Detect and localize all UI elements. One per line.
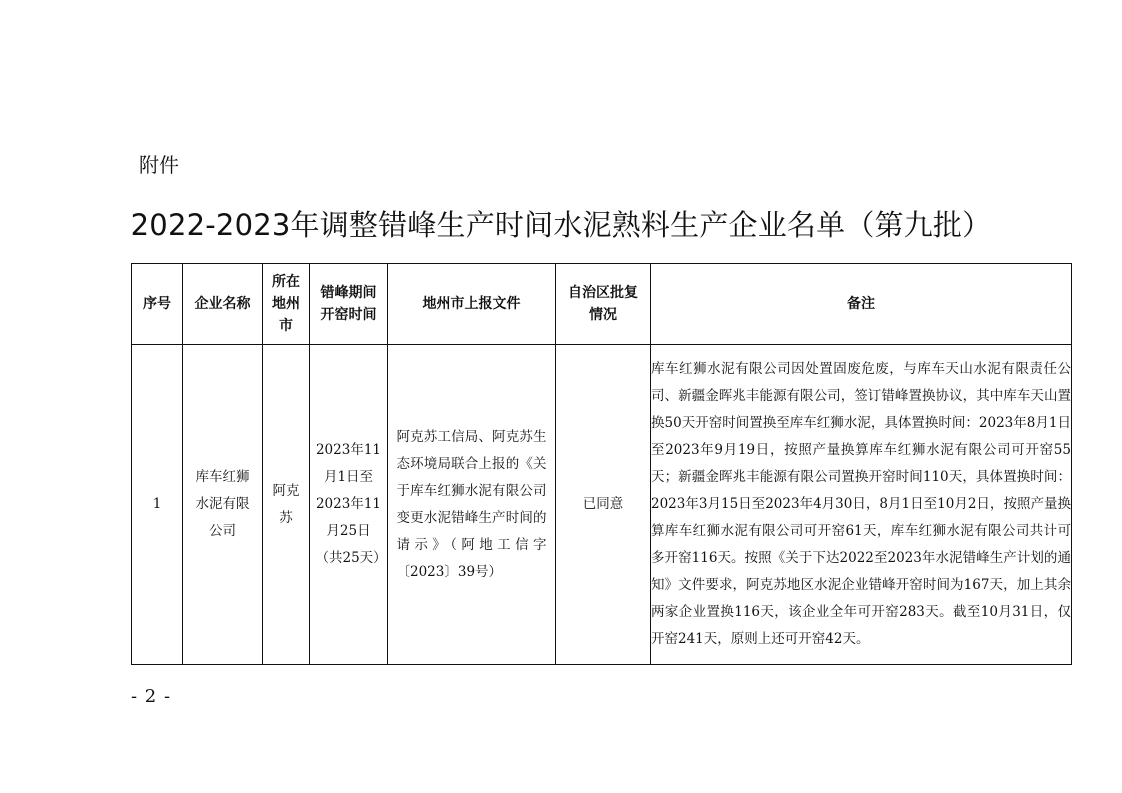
header-report [388,264,556,345]
header-index [132,264,183,345]
cell-index [132,345,183,665]
cell-period [310,345,388,665]
approval-status: 已同意 [582,496,624,512]
cell-company [183,345,263,665]
cell-remarks [651,345,1072,665]
header-remarks [651,264,1072,345]
enterprise-table [131,263,1072,665]
report-document: 阿克苏工信局、阿克苏生态环境局联合上报的《关于库车红狮水泥有限公司变更水泥错峰生产时间的请示》（阿地工信字〔2023〕39号） [396,428,547,580]
cell-prefecture [263,345,310,665]
header-remarks-label: 备注 [847,296,875,312]
header-period [310,264,388,345]
cell-report [388,345,556,665]
header-prefecture-label: 所在地州市 [272,274,300,334]
table-row [132,345,1072,665]
header-prefecture [263,264,310,345]
row-index: 1 [152,496,162,512]
company-name: 库车红狮水泥有限公司 [195,469,250,539]
header-company [183,264,263,345]
header-approval [556,264,651,345]
header-period-label: 错峰期间开窑时间 [320,285,377,323]
table-header-row [132,264,1072,345]
header-approval-label: 自治区批复情况 [568,285,638,323]
kiln-open-period: 2023年11月1日至2023年11月25日（共25天） [315,442,387,566]
remarks-text: 库车红狮水泥有限公司因处置固废危废，与库车天山水泥有限责任公司、新疆金晖兆丰能源有限公司，签订错峰置换协议，其中库车天山置换50天开窑时间置换至库车红狮水泥，具体置换时间：2023年8月1日至2023年9月19日，按照产量换算库车红狮水泥有限公司可开窑55天；新疆金晖兆丰能源有限公司置换开窑时间110天，具体置换时间：2023年3月15日至2023年4月30日，8月1日至10月2日，按照产量换算库车红狮水泥有限公司可开窑61天，库车红狮水泥有限公司共计可多开窑116天。按照《关于下达2022至2023年水泥错峰生产计划的通知》文件要求，阿克苏地区水泥企业错峰开窑时间为167天，加上其余两家企业置换116天，该企业全年可开窑283天。截至10月31日，仅开窑241天，原则上还可开窑42天。 [651,361,1071,647]
header-report-label: 地州市上报文件 [422,296,521,312]
prefecture-name: 阿克苏 [272,482,300,526]
attachment-label: 附件 [139,153,179,177]
document-title: 2022-2023年调整错峰生产时间水泥熟料生产企业名单（第九批） [130,208,992,242]
page-number: - 2 - [131,686,172,707]
header-index-label: 序号 [143,296,171,312]
cell-approval [556,345,651,665]
header-company-label: 企业名称 [194,296,251,312]
